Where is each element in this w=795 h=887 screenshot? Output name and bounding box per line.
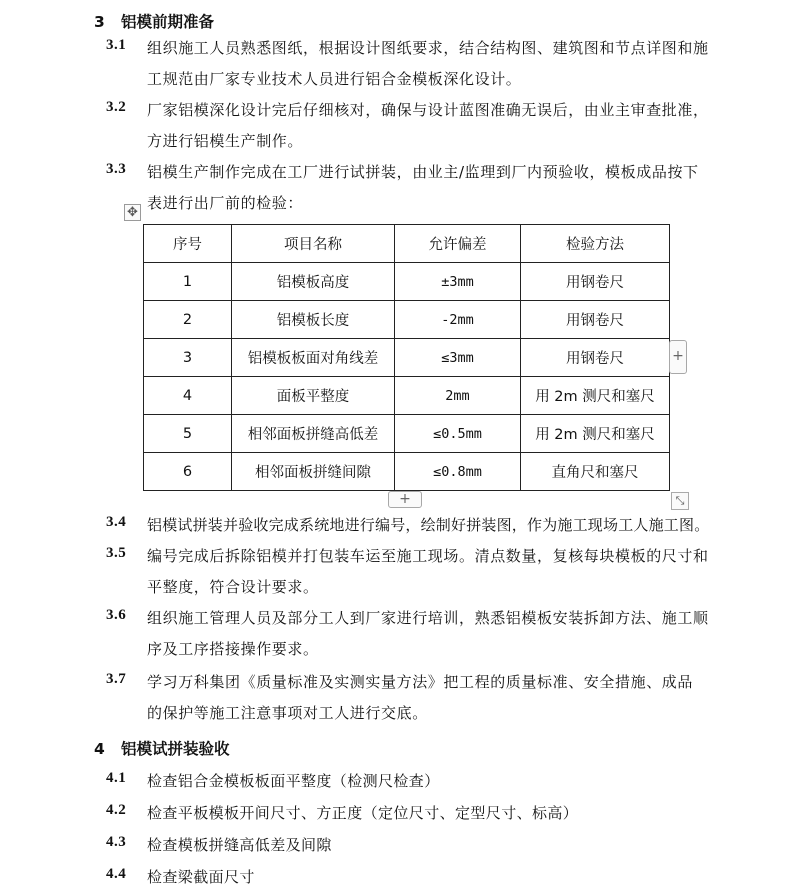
cell-tolerance: ±3mm bbox=[395, 263, 521, 301]
clause-number: 4.1 bbox=[106, 770, 127, 786]
clause-text-line: 学习万科集团《质量标准及实测实量方法》把工程的质量标准、安全措施、成品 bbox=[147, 673, 694, 691]
cell-no: 3 bbox=[144, 339, 232, 377]
section-number: 3 bbox=[94, 13, 105, 31]
clause-number: 3.7 bbox=[106, 671, 127, 687]
section-4-heading bbox=[94, 737, 230, 759]
table-header-row bbox=[144, 225, 670, 263]
table-resize-handle[interactable]: ⤡ bbox=[671, 492, 689, 510]
cell-method: 用 2m 测尺和塞尺 bbox=[521, 415, 670, 453]
clause-text-line: 工规范由厂家专业技术人员进行铝合金模板深化设计。 bbox=[147, 70, 522, 88]
clause-text-line: 组织施工管理人员及部分工人到厂家进行培训，熟悉铝模板安装拆卸方法、施工顺 bbox=[147, 609, 709, 627]
cell-no: 5 bbox=[144, 415, 232, 453]
clause-number: 3.5 bbox=[106, 545, 127, 561]
cell-method: 用 2m 测尺和塞尺 bbox=[521, 377, 670, 415]
header-cell-method: 检验方法 bbox=[521, 225, 670, 263]
cell-tolerance: 2mm bbox=[395, 377, 521, 415]
cell-tolerance: ≤3mm bbox=[395, 339, 521, 377]
cell-method: 用钢卷尺 bbox=[521, 263, 670, 301]
cell-no: 4 bbox=[144, 377, 232, 415]
inspection-table bbox=[143, 224, 670, 491]
clause-text-line: 平整度，符合设计要求。 bbox=[147, 578, 319, 596]
clause-text-line: 组织施工人员熟悉图纸，根据设计图纸要求，结合结构图、建筑图和节点详图和施 bbox=[147, 39, 709, 57]
cell-item: 相邻面板拼缝高低差 bbox=[232, 415, 395, 453]
header-cell-no: 序号 bbox=[144, 225, 232, 263]
section-title: 铝模试拼装验收 bbox=[121, 740, 230, 758]
clause-number: 3.4 bbox=[106, 514, 127, 530]
clause-text-line: 编号完成后拆除铝模并打包装车运至施工现场。清点数量，复核每块模板的尺寸和 bbox=[147, 547, 709, 565]
clause-number: 4.4 bbox=[106, 866, 127, 882]
table-row bbox=[144, 453, 670, 491]
add-row-button[interactable]: + bbox=[388, 491, 422, 508]
clause-text-line: 检查梁截面尺寸 bbox=[147, 868, 255, 886]
clause-number: 3.2 bbox=[106, 99, 127, 115]
cell-no: 1 bbox=[144, 263, 232, 301]
cell-no: 6 bbox=[144, 453, 232, 491]
cell-item: 铝模板高度 bbox=[232, 263, 395, 301]
table-row bbox=[144, 301, 670, 339]
clause-number: 4.2 bbox=[106, 802, 127, 818]
clause-number: 3.3 bbox=[106, 161, 127, 177]
cell-item: 铝模板板面对角线差 bbox=[232, 339, 395, 377]
cell-tolerance: ≤0.8mm bbox=[395, 453, 521, 491]
clause-text-line: 检查模板拼缝高低差及间隙 bbox=[147, 836, 332, 854]
clause-text-line: 方进行铝模生产制作。 bbox=[147, 132, 304, 150]
section-3-heading bbox=[94, 10, 214, 32]
clause-number: 4.3 bbox=[106, 834, 127, 850]
cell-tolerance: -2mm bbox=[395, 301, 521, 339]
clause-text-line: 厂家铝模深化设计完后仔细核对，确保与设计蓝图准确无误后，由业主审查批准， bbox=[147, 101, 709, 119]
cell-item: 相邻面板拼缝间隙 bbox=[232, 453, 395, 491]
table-row bbox=[144, 263, 670, 301]
clause-text-line: 铝模试拼装并验收完成系统地进行编号，绘制好拼装图，作为施工现场工人施工图。 bbox=[147, 516, 710, 534]
section-number: 4 bbox=[94, 740, 105, 758]
clause-text-line: 检查平板模板开间尺寸、方正度（定位尺寸、定型尺寸、标高） bbox=[147, 804, 579, 822]
cell-method: 用钢卷尺 bbox=[521, 339, 670, 377]
section-title: 铝模前期准备 bbox=[121, 13, 215, 31]
cell-method: 用钢卷尺 bbox=[521, 301, 670, 339]
clause-text-line: 表进行出厂前的检验： bbox=[147, 194, 304, 212]
cell-method: 直角尺和塞尺 bbox=[521, 453, 670, 491]
clause-text-line: 检查铝合金模板板面平整度（检测尺检查） bbox=[147, 772, 440, 790]
clause-text-line: 的保护等施工注意事项对工人进行交底。 bbox=[147, 704, 428, 722]
cell-item: 面板平整度 bbox=[232, 377, 395, 415]
clause-number: 3.1 bbox=[106, 37, 127, 53]
table-row bbox=[144, 377, 670, 415]
clause-number: 3.6 bbox=[106, 607, 127, 623]
cell-no: 2 bbox=[144, 301, 232, 339]
clause-text-line: 序及工序搭接操作要求。 bbox=[147, 640, 319, 658]
clause-text-line: 铝模生产制作完成在工厂进行试拼装，由业主/监理到厂内预验收，模板成品按下 bbox=[147, 163, 699, 181]
cell-item: 铝模板长度 bbox=[232, 301, 395, 339]
header-cell-tolerance: 允许偏差 bbox=[395, 225, 521, 263]
table-row bbox=[144, 339, 670, 377]
table-row bbox=[144, 415, 670, 453]
header-cell-item: 项目名称 bbox=[232, 225, 395, 263]
table-move-handle[interactable]: ✥ bbox=[124, 204, 141, 221]
cell-tolerance: ≤0.5mm bbox=[395, 415, 521, 453]
add-column-button[interactable]: + bbox=[669, 340, 687, 374]
